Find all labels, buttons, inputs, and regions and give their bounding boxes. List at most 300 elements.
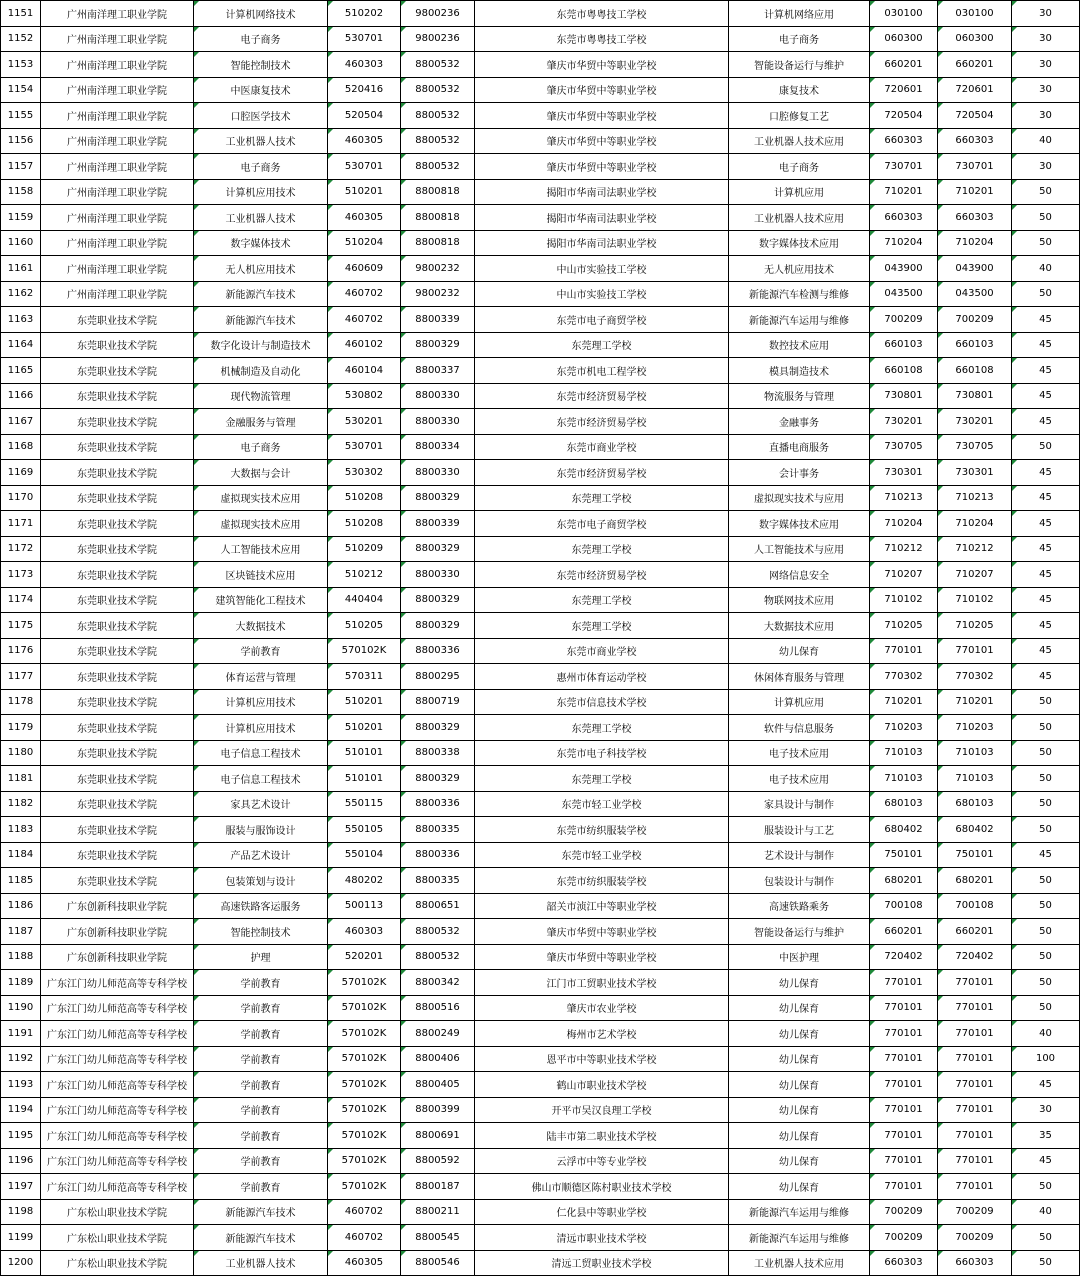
school-major-code2-cell: 730701 — [938, 154, 1012, 180]
school-major-cell: 物流服务与管理 — [729, 383, 870, 409]
school-code-cell: 8800329 — [401, 485, 475, 511]
college-major-code-cell: 570102K — [328, 1021, 401, 1047]
college-cell: 广东松山职业技术学院 — [41, 1250, 194, 1276]
school-name-cell: 肇庆市华贸中等职业学校 — [475, 128, 729, 154]
school-major-cell: 虚拟现实技术与应用 — [729, 485, 870, 511]
quota-cell: 50 — [1012, 179, 1080, 205]
college-major-cell: 口腔医学技术 — [194, 103, 328, 129]
college-major-code-cell: 460702 — [328, 1225, 401, 1251]
row-number-cell: 1179 — [1, 715, 41, 741]
table-row — [1, 26, 1080, 52]
college-cell: 东莞职业技术学院 — [41, 689, 194, 715]
quota-cell: 45 — [1012, 842, 1080, 868]
school-name-cell: 东莞市轻工业学校 — [475, 791, 729, 817]
quota-cell: 45 — [1012, 613, 1080, 639]
table-row — [1, 970, 1080, 996]
school-name-cell: 肇庆市华贸中等职业学校 — [475, 52, 729, 78]
quota-cell: 50 — [1012, 791, 1080, 817]
school-major-code-cell: 660108 — [870, 358, 938, 384]
quota-cell: 45 — [1012, 409, 1080, 435]
college-major-code-cell: 530701 — [328, 154, 401, 180]
school-code-cell: 8800329 — [401, 587, 475, 613]
school-major-code2-cell: 660303 — [938, 128, 1012, 154]
college-major-code-cell: 460609 — [328, 256, 401, 282]
college-cell: 广东江门幼儿师范高等专科学校 — [41, 1072, 194, 1098]
college-major-cell: 护理 — [194, 944, 328, 970]
row-number-cell: 1187 — [1, 919, 41, 945]
quota-cell: 45 — [1012, 307, 1080, 333]
school-name-cell: 东莞理工学校 — [475, 485, 729, 511]
school-major-cell: 工业机器人技术应用 — [729, 1250, 870, 1276]
row-number-cell: 1184 — [1, 842, 41, 868]
quota-cell: 30 — [1012, 1097, 1080, 1123]
quota-cell: 50 — [1012, 205, 1080, 231]
school-name-cell: 东莞市粤粤技工学校 — [475, 26, 729, 52]
college-cell: 东莞职业技术学院 — [41, 664, 194, 690]
college-cell: 广州南洋理工职业学院 — [41, 154, 194, 180]
row-number-cell: 1154 — [1, 77, 41, 103]
school-name-cell: 东莞市经济贸易学校 — [475, 460, 729, 486]
table-row — [1, 587, 1080, 613]
school-major-cell: 幼儿保育 — [729, 1097, 870, 1123]
school-major-code2-cell: 730705 — [938, 434, 1012, 460]
school-name-cell: 东莞理工学校 — [475, 536, 729, 562]
school-major-code-cell: 720402 — [870, 944, 938, 970]
college-major-cell: 计算机应用技术 — [194, 179, 328, 205]
college-major-cell: 人工智能技术应用 — [194, 536, 328, 562]
quota-cell: 45 — [1012, 511, 1080, 537]
college-major-code-cell: 460305 — [328, 128, 401, 154]
school-name-cell: 东莞市纺织服装学校 — [475, 868, 729, 894]
quota-cell: 50 — [1012, 766, 1080, 792]
school-major-cell: 幼儿保育 — [729, 995, 870, 1021]
school-major-cell: 电子技术应用 — [729, 766, 870, 792]
school-major-code2-cell: 680402 — [938, 817, 1012, 843]
college-major-cell: 建筑智能化工程技术 — [194, 587, 328, 613]
school-major-cell: 直播电商服务 — [729, 434, 870, 460]
school-code-cell: 8800334 — [401, 434, 475, 460]
quota-cell: 50 — [1012, 944, 1080, 970]
college-major-cell: 金融服务与管理 — [194, 409, 328, 435]
college-cell: 东莞职业技术学院 — [41, 868, 194, 894]
college-cell: 东莞职业技术学院 — [41, 740, 194, 766]
college-cell: 东莞职业技术学院 — [41, 383, 194, 409]
school-name-cell: 肇庆市华贸中等职业学校 — [475, 103, 729, 129]
college-major-code-cell: 570102K — [328, 1174, 401, 1200]
table-row — [1, 1148, 1080, 1174]
table-row — [1, 460, 1080, 486]
table-row — [1, 613, 1080, 639]
college-major-code-cell: 570102K — [328, 1072, 401, 1098]
school-code-cell: 8800329 — [401, 613, 475, 639]
college-major-code-cell: 460702 — [328, 281, 401, 307]
school-code-cell: 8800532 — [401, 77, 475, 103]
college-cell: 广东江门幼儿师范高等专科学校 — [41, 1046, 194, 1072]
table-row — [1, 307, 1080, 333]
school-major-code2-cell: 720402 — [938, 944, 1012, 970]
school-code-cell: 8800516 — [401, 995, 475, 1021]
college-major-cell: 家具艺术设计 — [194, 791, 328, 817]
school-code-cell: 8800339 — [401, 511, 475, 537]
school-major-code-cell: 660103 — [870, 332, 938, 358]
row-number-cell: 1161 — [1, 256, 41, 282]
row-number-cell: 1186 — [1, 893, 41, 919]
college-major-cell: 电子商务 — [194, 434, 328, 460]
college-cell: 东莞职业技术学院 — [41, 613, 194, 639]
school-major-code2-cell: 770101 — [938, 995, 1012, 1021]
college-major-cell: 学前教育 — [194, 1072, 328, 1098]
college-major-cell: 学前教育 — [194, 1174, 328, 1200]
school-name-cell: 韶关市浈江中等职业学校 — [475, 893, 729, 919]
college-major-cell: 高速铁路客运服务 — [194, 893, 328, 919]
college-major-cell: 体育运营与管理 — [194, 664, 328, 690]
school-code-cell: 8800330 — [401, 383, 475, 409]
school-major-code-cell: 710205 — [870, 613, 938, 639]
row-number-cell: 1183 — [1, 817, 41, 843]
school-code-cell: 8800691 — [401, 1123, 475, 1149]
college-major-cell: 新能源汽车技术 — [194, 307, 328, 333]
college-cell: 广州南洋理工职业学院 — [41, 1, 194, 27]
school-major-code2-cell: 770101 — [938, 1148, 1012, 1174]
table-row — [1, 358, 1080, 384]
college-major-code-cell: 510201 — [328, 715, 401, 741]
school-code-cell: 8800336 — [401, 842, 475, 868]
college-cell: 东莞职业技术学院 — [41, 817, 194, 843]
table-row — [1, 664, 1080, 690]
school-major-code2-cell: 680201 — [938, 868, 1012, 894]
quota-cell: 50 — [1012, 740, 1080, 766]
school-code-cell: 8800719 — [401, 689, 475, 715]
school-code-cell: 8800532 — [401, 919, 475, 945]
college-major-cell: 计算机网络技术 — [194, 1, 328, 27]
college-major-code-cell: 510212 — [328, 562, 401, 588]
school-name-cell: 仁化县中等职业学校 — [475, 1199, 729, 1225]
school-major-cell: 家具设计与制作 — [729, 791, 870, 817]
table-body — [1, 1, 1080, 1276]
college-major-cell: 电子商务 — [194, 154, 328, 180]
school-major-cell: 幼儿保育 — [729, 1148, 870, 1174]
school-major-cell: 数控技术应用 — [729, 332, 870, 358]
college-major-cell: 计算机应用技术 — [194, 689, 328, 715]
school-major-cell: 幼儿保育 — [729, 1072, 870, 1098]
college-major-code-cell: 460305 — [328, 205, 401, 231]
row-number-cell: 1164 — [1, 332, 41, 358]
table-row — [1, 52, 1080, 78]
school-major-code2-cell: 730201 — [938, 409, 1012, 435]
school-name-cell: 揭阳市华南司法职业学校 — [475, 205, 729, 231]
school-code-cell: 9800232 — [401, 281, 475, 307]
school-name-cell: 梅州市艺术学校 — [475, 1021, 729, 1047]
college-major-cell: 智能控制技术 — [194, 919, 328, 945]
college-cell: 广州南洋理工职业学院 — [41, 230, 194, 256]
school-major-code-cell: 730701 — [870, 154, 938, 180]
college-major-cell: 虚拟现实技术应用 — [194, 511, 328, 537]
college-major-code-cell: 510205 — [328, 613, 401, 639]
college-cell: 东莞职业技术学院 — [41, 715, 194, 741]
school-major-cell: 电子商务 — [729, 154, 870, 180]
school-major-code2-cell: 710103 — [938, 766, 1012, 792]
school-name-cell: 东莞市经济贸易学校 — [475, 562, 729, 588]
school-name-cell: 东莞理工学校 — [475, 715, 729, 741]
row-number-cell: 1160 — [1, 230, 41, 256]
college-major-code-cell: 510209 — [328, 536, 401, 562]
school-major-code-cell: 700108 — [870, 893, 938, 919]
quota-cell: 40 — [1012, 128, 1080, 154]
school-major-code-cell: 770302 — [870, 664, 938, 690]
school-major-cell: 模具制造技术 — [729, 358, 870, 384]
quota-cell: 50 — [1012, 1174, 1080, 1200]
school-major-code-cell: 710213 — [870, 485, 938, 511]
college-major-cell: 学前教育 — [194, 1097, 328, 1123]
college-major-code-cell: 510101 — [328, 766, 401, 792]
table-row — [1, 154, 1080, 180]
row-number-cell: 1169 — [1, 460, 41, 486]
college-cell: 东莞职业技术学院 — [41, 587, 194, 613]
school-major-cell: 包装设计与制作 — [729, 868, 870, 894]
row-number-cell: 1176 — [1, 638, 41, 664]
school-major-cell: 会计事务 — [729, 460, 870, 486]
college-cell: 东莞职业技术学院 — [41, 842, 194, 868]
school-code-cell: 8800211 — [401, 1199, 475, 1225]
table-row — [1, 944, 1080, 970]
school-major-code2-cell: 700209 — [938, 1225, 1012, 1251]
school-name-cell: 清远工贸职业技术学校 — [475, 1250, 729, 1276]
school-major-code-cell: 660303 — [870, 1250, 938, 1276]
college-major-code-cell: 460702 — [328, 307, 401, 333]
table-row — [1, 128, 1080, 154]
college-major-cell: 学前教育 — [194, 1021, 328, 1047]
school-code-cell: 8800329 — [401, 766, 475, 792]
school-major-code2-cell: 710102 — [938, 587, 1012, 613]
college-major-code-cell: 550105 — [328, 817, 401, 843]
school-major-code-cell: 750101 — [870, 842, 938, 868]
college-cell: 广州南洋理工职业学院 — [41, 26, 194, 52]
school-name-cell: 东莞市经济贸易学校 — [475, 409, 729, 435]
quota-cell: 45 — [1012, 1148, 1080, 1174]
school-major-cell: 康复技术 — [729, 77, 870, 103]
college-cell: 东莞职业技术学院 — [41, 307, 194, 333]
school-code-cell: 8800399 — [401, 1097, 475, 1123]
school-major-cell: 口腔修复工艺 — [729, 103, 870, 129]
school-major-cell: 计算机应用 — [729, 689, 870, 715]
school-major-code-cell: 030100 — [870, 1, 938, 27]
school-major-code-cell: 770101 — [870, 1097, 938, 1123]
school-major-code-cell: 700209 — [870, 1199, 938, 1225]
school-major-cell: 新能源汽车检测与维修 — [729, 281, 870, 307]
school-major-cell: 新能源汽车运用与维修 — [729, 307, 870, 333]
quota-cell: 35 — [1012, 1123, 1080, 1149]
school-major-code-cell: 660201 — [870, 52, 938, 78]
college-major-code-cell: 530302 — [328, 460, 401, 486]
school-code-cell: 8800546 — [401, 1250, 475, 1276]
school-major-cell: 网络信息安全 — [729, 562, 870, 588]
college-cell: 广东江门幼儿师范高等专科学校 — [41, 1123, 194, 1149]
school-name-cell: 肇庆市华贸中等职业学校 — [475, 154, 729, 180]
college-major-cell: 数字化设计与制造技术 — [194, 332, 328, 358]
college-cell: 广东创新科技职业学院 — [41, 919, 194, 945]
school-major-code2-cell: 043500 — [938, 281, 1012, 307]
table-row — [1, 511, 1080, 537]
school-code-cell: 8800249 — [401, 1021, 475, 1047]
college-cell: 广东江门幼儿师范高等专科学校 — [41, 995, 194, 1021]
table-row — [1, 1046, 1080, 1072]
school-major-code-cell: 043900 — [870, 256, 938, 282]
school-name-cell: 陆丰市第二职业技术学校 — [475, 1123, 729, 1149]
school-major-code-cell: 770101 — [870, 1148, 938, 1174]
school-name-cell: 东莞市粤粤技工学校 — [475, 1, 729, 27]
school-major-code2-cell: 770101 — [938, 970, 1012, 996]
row-number-cell: 1174 — [1, 587, 41, 613]
school-name-cell: 东莞市经济贸易学校 — [475, 383, 729, 409]
college-major-cell: 电子信息工程技术 — [194, 740, 328, 766]
school-major-cell: 工业机器人技术应用 — [729, 128, 870, 154]
school-major-cell: 中医护理 — [729, 944, 870, 970]
college-major-code-cell: 460305 — [328, 1250, 401, 1276]
school-major-code2-cell: 710205 — [938, 613, 1012, 639]
school-name-cell: 东莞理工学校 — [475, 587, 729, 613]
college-major-code-cell: 570102K — [328, 1046, 401, 1072]
school-major-code2-cell: 660303 — [938, 205, 1012, 231]
college-major-code-cell: 460303 — [328, 52, 401, 78]
row-number-cell: 1162 — [1, 281, 41, 307]
school-major-code2-cell: 710201 — [938, 689, 1012, 715]
school-name-cell: 东莞市纺织服装学校 — [475, 817, 729, 843]
school-code-cell: 8800336 — [401, 791, 475, 817]
quota-cell: 50 — [1012, 434, 1080, 460]
college-cell: 广东江门幼儿师范高等专科学校 — [41, 1148, 194, 1174]
college-major-cell: 学前教育 — [194, 1123, 328, 1149]
table-row — [1, 205, 1080, 231]
college-cell: 广州南洋理工职业学院 — [41, 128, 194, 154]
school-major-cell: 智能设备运行与维护 — [729, 52, 870, 78]
school-name-cell: 东莞市电子商贸学校 — [475, 511, 729, 537]
school-code-cell: 8800532 — [401, 154, 475, 180]
school-code-cell: 8800330 — [401, 460, 475, 486]
quota-cell: 50 — [1012, 281, 1080, 307]
table-row — [1, 740, 1080, 766]
school-name-cell: 东莞市商业学校 — [475, 434, 729, 460]
school-code-cell: 8800532 — [401, 103, 475, 129]
school-major-code-cell: 710203 — [870, 715, 938, 741]
row-number-cell: 1196 — [1, 1148, 41, 1174]
quota-cell: 50 — [1012, 919, 1080, 945]
school-name-cell: 东莞市信息技术学校 — [475, 689, 729, 715]
college-major-cell: 智能控制技术 — [194, 52, 328, 78]
school-major-cell: 幼儿保育 — [729, 1021, 870, 1047]
school-major-code-cell: 720504 — [870, 103, 938, 129]
school-major-code2-cell: 710103 — [938, 740, 1012, 766]
table-row — [1, 1199, 1080, 1225]
table-row — [1, 919, 1080, 945]
school-major-cell: 电子商务 — [729, 26, 870, 52]
school-major-cell: 智能设备运行与维护 — [729, 919, 870, 945]
school-major-cell: 幼儿保育 — [729, 970, 870, 996]
college-major-cell: 中医康复技术 — [194, 77, 328, 103]
school-major-code-cell: 770101 — [870, 638, 938, 664]
school-code-cell: 8800336 — [401, 638, 475, 664]
school-major-code2-cell: 700108 — [938, 893, 1012, 919]
school-major-code2-cell: 770101 — [938, 1097, 1012, 1123]
row-number-cell: 1197 — [1, 1174, 41, 1200]
school-major-code-cell: 710201 — [870, 179, 938, 205]
school-major-code-cell: 680402 — [870, 817, 938, 843]
college-major-code-cell: 550104 — [328, 842, 401, 868]
school-code-cell: 8800295 — [401, 664, 475, 690]
college-cell: 广东江门幼儿师范高等专科学校 — [41, 1021, 194, 1047]
school-name-cell: 江门市工贸职业技术学校 — [475, 970, 729, 996]
college-major-cell: 新能源汽车技术 — [194, 1225, 328, 1251]
school-major-code2-cell: 720504 — [938, 103, 1012, 129]
table-row — [1, 1225, 1080, 1251]
school-code-cell: 8800330 — [401, 409, 475, 435]
college-cell: 东莞职业技术学院 — [41, 358, 194, 384]
school-name-cell: 惠州市体育运动学校 — [475, 664, 729, 690]
college-major-code-cell: 460303 — [328, 919, 401, 945]
table-row — [1, 868, 1080, 894]
school-major-code-cell: 770101 — [870, 1174, 938, 1200]
school-code-cell: 8800818 — [401, 230, 475, 256]
school-code-cell: 8800329 — [401, 536, 475, 562]
college-major-cell: 学前教育 — [194, 638, 328, 664]
quota-cell: 45 — [1012, 536, 1080, 562]
school-major-cell: 电子技术应用 — [729, 740, 870, 766]
school-major-cell: 工业机器人技术应用 — [729, 205, 870, 231]
school-major-code2-cell: 770101 — [938, 1021, 1012, 1047]
college-major-code-cell: 510201 — [328, 689, 401, 715]
college-major-cell: 工业机器人技术 — [194, 128, 328, 154]
row-number-cell: 1159 — [1, 205, 41, 231]
row-number-cell: 1170 — [1, 485, 41, 511]
school-major-cell: 数字媒体技术应用 — [729, 230, 870, 256]
quota-cell: 45 — [1012, 1072, 1080, 1098]
college-major-cell: 新能源汽车技术 — [194, 281, 328, 307]
college-major-code-cell: 520416 — [328, 77, 401, 103]
table-row — [1, 1174, 1080, 1200]
school-major-code-cell: 730301 — [870, 460, 938, 486]
school-major-code-cell: 680201 — [870, 868, 938, 894]
school-major-code-cell: 770101 — [870, 970, 938, 996]
table-row — [1, 1123, 1080, 1149]
school-major-code2-cell: 750101 — [938, 842, 1012, 868]
quota-cell: 45 — [1012, 332, 1080, 358]
college-cell: 广州南洋理工职业学院 — [41, 179, 194, 205]
quota-cell: 50 — [1012, 893, 1080, 919]
college-major-cell: 电子信息工程技术 — [194, 766, 328, 792]
row-number-cell: 1188 — [1, 944, 41, 970]
college-major-cell: 新能源汽车技术 — [194, 1199, 328, 1225]
school-major-code-cell: 770101 — [870, 995, 938, 1021]
school-code-cell: 8800592 — [401, 1148, 475, 1174]
quota-cell: 45 — [1012, 485, 1080, 511]
college-cell: 东莞职业技术学院 — [41, 434, 194, 460]
college-major-code-cell: 530701 — [328, 434, 401, 460]
quota-cell: 30 — [1012, 26, 1080, 52]
college-cell: 广东创新科技职业学院 — [41, 893, 194, 919]
college-major-code-cell: 500113 — [328, 893, 401, 919]
school-major-code-cell: 043500 — [870, 281, 938, 307]
college-cell: 东莞职业技术学院 — [41, 536, 194, 562]
college-cell: 广州南洋理工职业学院 — [41, 52, 194, 78]
school-major-code-cell: 700209 — [870, 1225, 938, 1251]
school-major-code-cell: 770101 — [870, 1123, 938, 1149]
quota-cell: 45 — [1012, 460, 1080, 486]
school-major-code2-cell: 710201 — [938, 179, 1012, 205]
school-major-cell: 新能源汽车运用与维修 — [729, 1199, 870, 1225]
table-row — [1, 1021, 1080, 1047]
school-major-code-cell: 710204 — [870, 230, 938, 256]
college-major-cell: 学前教育 — [194, 970, 328, 996]
college-cell: 广东江门幼儿师范高等专科学校 — [41, 1097, 194, 1123]
